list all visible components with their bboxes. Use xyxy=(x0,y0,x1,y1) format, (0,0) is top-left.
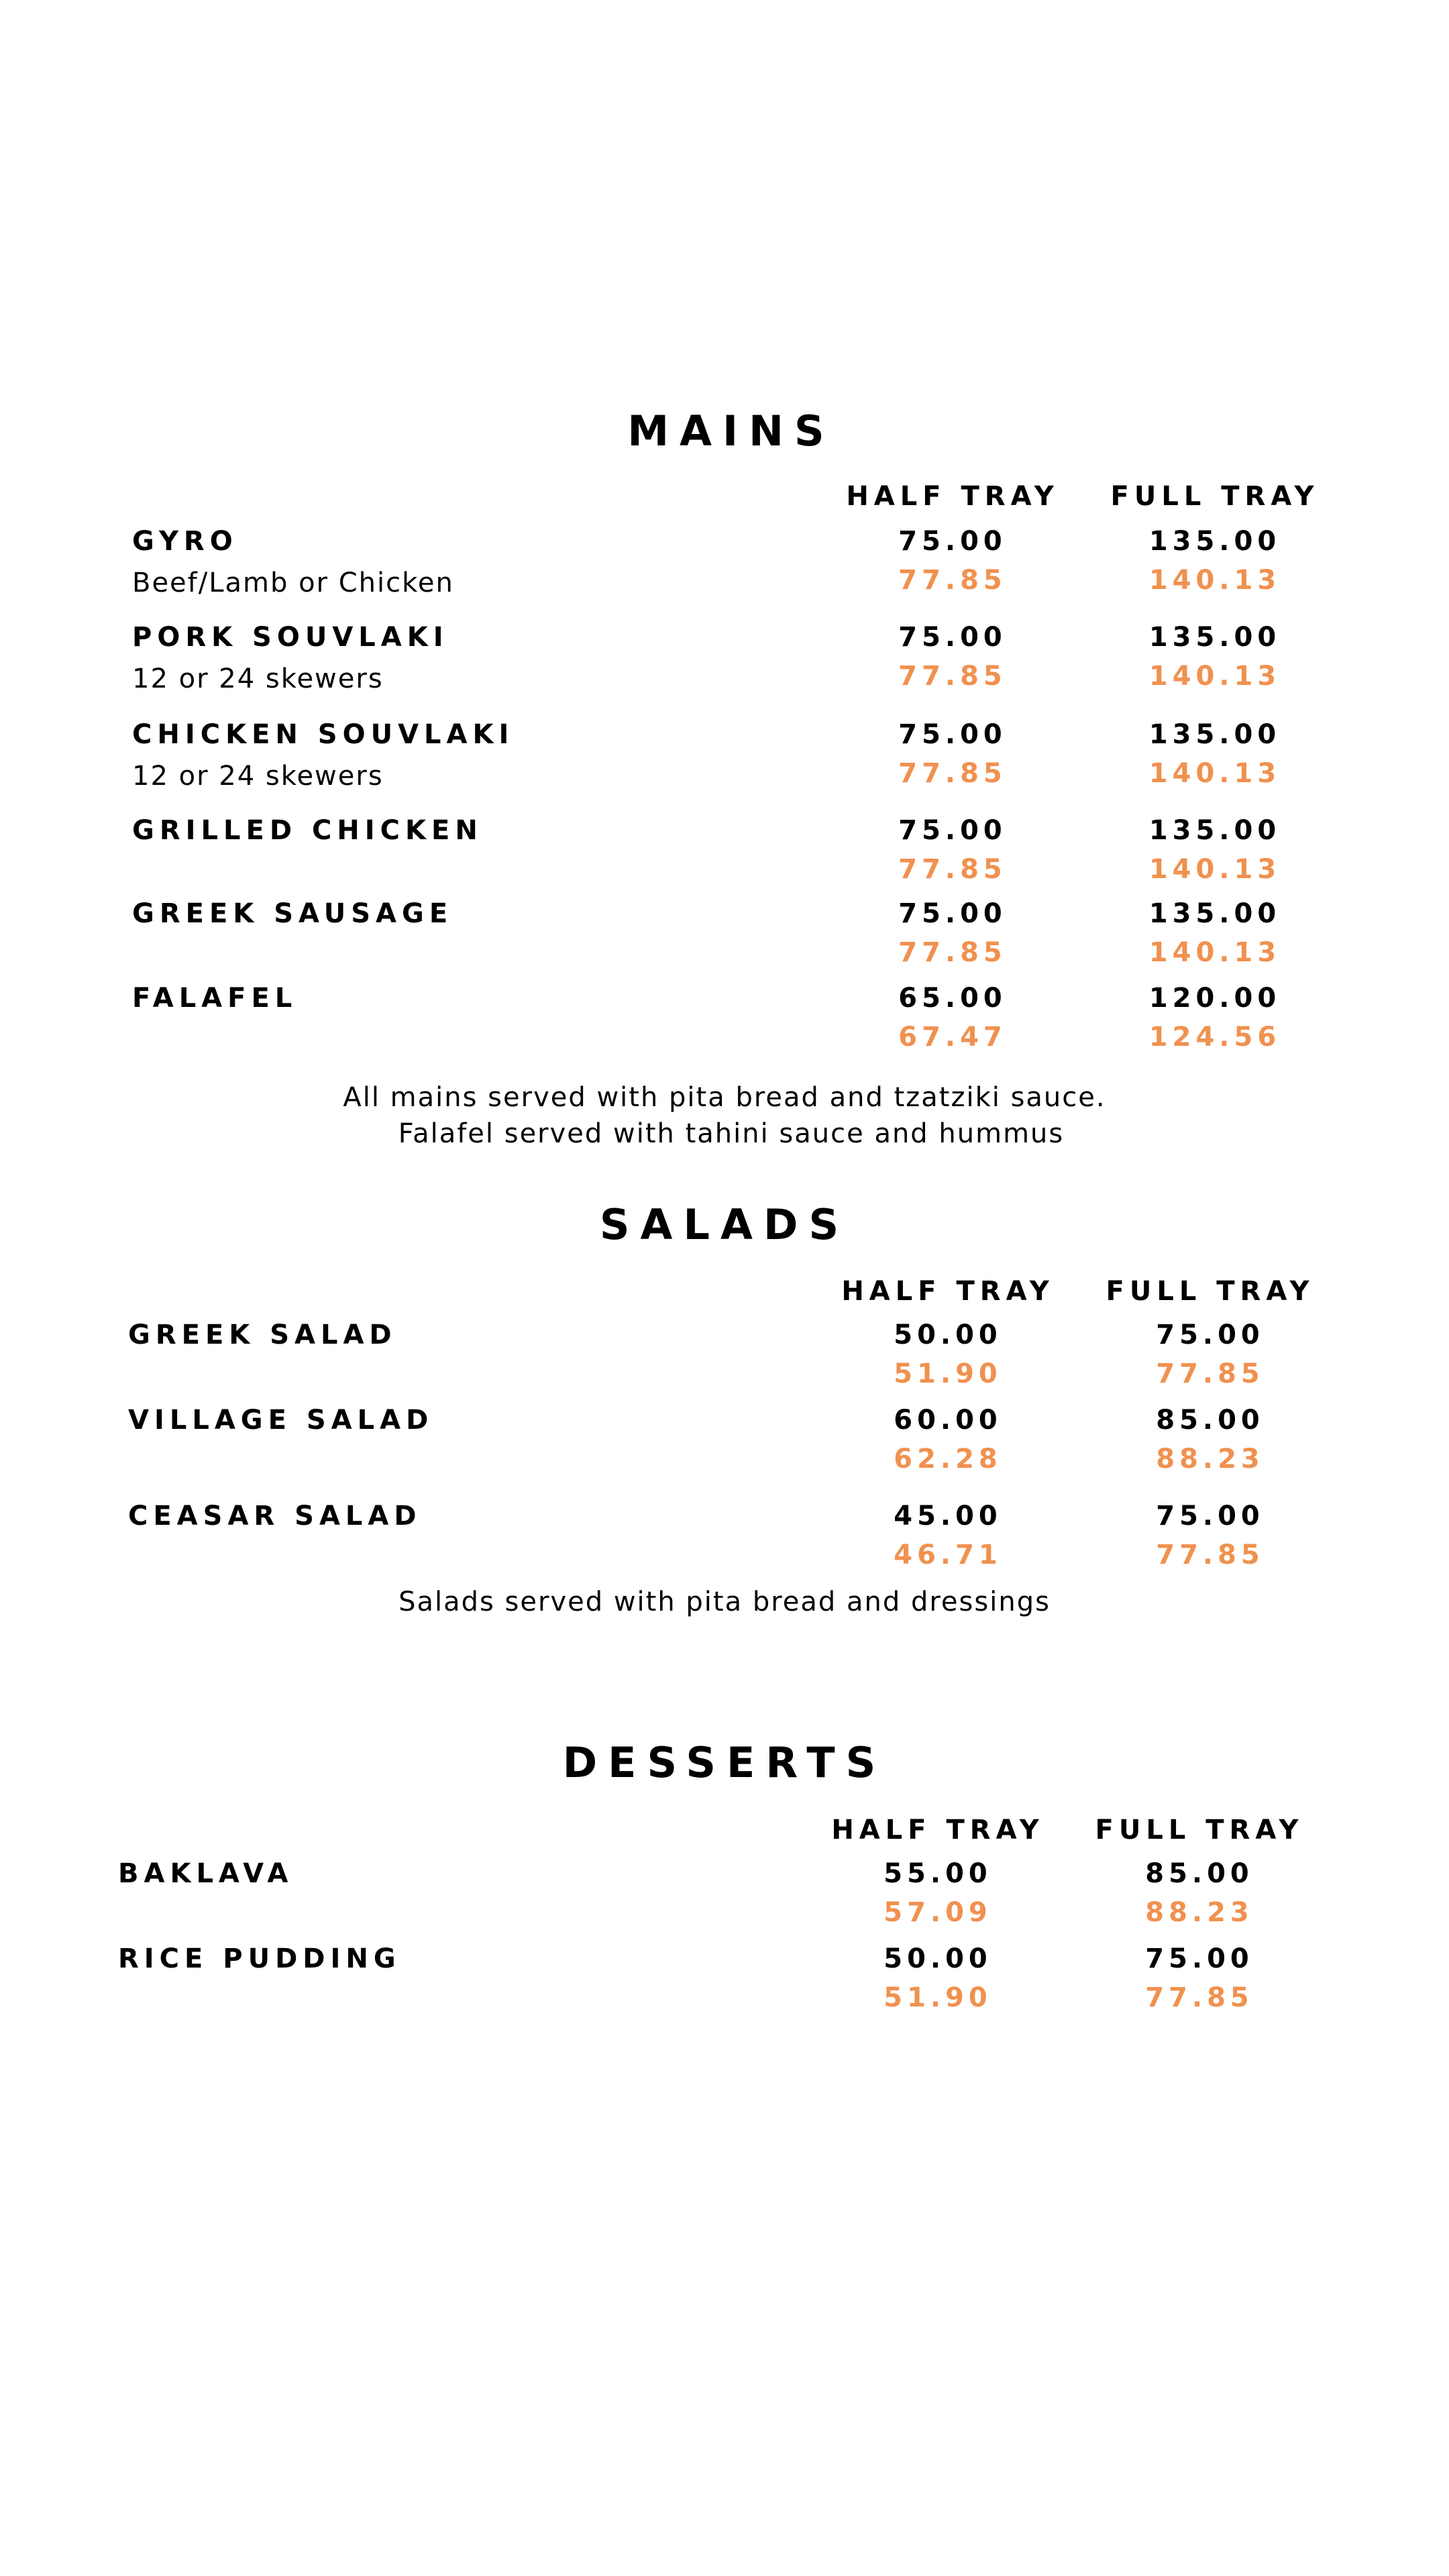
full-tray-alt-price: 77.85 xyxy=(1156,1358,1265,1389)
half-tray-price: 50.00 xyxy=(894,1320,1002,1350)
mains-title: MAINS xyxy=(627,407,835,455)
item-name: GRILLED CHICKEN xyxy=(132,815,483,846)
half-tray-price: 75.00 xyxy=(898,898,1007,929)
salads-note: Salads served with pita bread and dressings xyxy=(398,1587,1051,1617)
half-tray-price: 75.00 xyxy=(898,719,1007,750)
full-tray-price: 75.00 xyxy=(1156,1501,1265,1532)
full-tray-alt-price: 88.23 xyxy=(1145,1897,1254,1928)
half-tray-price: 50.00 xyxy=(883,1943,992,1974)
item-name: FALAFEL xyxy=(132,983,298,1014)
full-tray-price: 75.00 xyxy=(1145,1943,1254,1974)
salads-half-tray-header: HALF TRAY xyxy=(841,1276,1055,1307)
item-name: GYRO xyxy=(132,526,238,557)
mains-full-tray-header: FULL TRAY xyxy=(1110,481,1320,512)
full-tray-price: 120.00 xyxy=(1148,983,1281,1014)
mains-note-falafel: Falafel served with tahini sauce and hummus xyxy=(398,1118,1065,1149)
half-tray-price: 75.00 xyxy=(898,622,1007,653)
item-name: PORK SOUVLAKI xyxy=(132,622,449,653)
half-tray-price: 75.00 xyxy=(898,526,1007,557)
full-tray-price: 135.00 xyxy=(1148,898,1281,929)
full-tray-alt-price: 140.13 xyxy=(1148,661,1281,692)
item-name: CHICKEN SOUVLAKI xyxy=(132,719,515,750)
item-name: GREEK SALAD xyxy=(128,1320,397,1350)
half-tray-alt-price: 77.85 xyxy=(898,565,1007,596)
full-tray-price: 135.00 xyxy=(1148,719,1281,750)
half-tray-price: 55.00 xyxy=(883,1858,992,1889)
full-tray-price: 135.00 xyxy=(1148,526,1281,557)
half-tray-alt-price: 77.85 xyxy=(898,661,1007,692)
half-tray-price: 65.00 xyxy=(898,983,1007,1014)
desserts-full-tray-header: FULL TRAY xyxy=(1095,1815,1304,1845)
full-tray-alt-price: 140.13 xyxy=(1148,565,1281,596)
salads-full-tray-header: FULL TRAY xyxy=(1106,1276,1315,1307)
half-tray-price: 45.00 xyxy=(894,1501,1002,1532)
item-description: 12 or 24 skewers xyxy=(132,761,384,792)
half-tray-price: 60.00 xyxy=(894,1405,1002,1436)
desserts-half-tray-header: HALF TRAY xyxy=(831,1815,1044,1845)
full-tray-alt-price: 140.13 xyxy=(1148,854,1281,885)
item-description: 12 or 24 skewers xyxy=(132,663,384,694)
mains-note: All mains served with pita bread and tzatziki sauce. xyxy=(343,1082,1106,1113)
item-name: VILLAGE SALAD xyxy=(128,1405,434,1436)
item-name: CEASAR SALAD xyxy=(128,1501,422,1532)
desserts-title: DESSERTS xyxy=(562,1738,887,1787)
half-tray-alt-price: 77.85 xyxy=(898,937,1007,968)
half-tray-alt-price: 51.90 xyxy=(883,1982,992,2013)
mains-half-tray-header: HALF TRAY xyxy=(846,481,1059,512)
half-tray-alt-price: 46.71 xyxy=(894,1540,1002,1570)
salads-title: SALADS xyxy=(599,1200,850,1249)
full-tray-alt-price: 124.56 xyxy=(1148,1022,1281,1053)
half-tray-alt-price: 62.28 xyxy=(894,1444,1002,1474)
full-tray-price: 85.00 xyxy=(1145,1858,1254,1889)
half-tray-alt-price: 77.85 xyxy=(898,854,1007,885)
half-tray-alt-price: 51.90 xyxy=(894,1358,1002,1389)
full-tray-alt-price: 77.85 xyxy=(1145,1982,1254,2013)
half-tray-alt-price: 67.47 xyxy=(898,1022,1007,1053)
full-tray-alt-price: 140.13 xyxy=(1148,758,1281,789)
full-tray-alt-price: 88.23 xyxy=(1156,1444,1265,1474)
full-tray-price: 85.00 xyxy=(1156,1405,1265,1436)
item-name: RICE PUDDING xyxy=(118,1943,401,1974)
half-tray-alt-price: 77.85 xyxy=(898,758,1007,789)
full-tray-alt-price: 140.13 xyxy=(1148,937,1281,968)
full-tray-price: 135.00 xyxy=(1148,815,1281,846)
full-tray-alt-price: 77.85 xyxy=(1156,1540,1265,1570)
item-name: GREEK SAUSAGE xyxy=(132,898,453,929)
full-tray-price: 135.00 xyxy=(1148,622,1281,653)
item-name: BAKLAVA xyxy=(118,1858,294,1889)
half-tray-price: 75.00 xyxy=(898,815,1007,846)
half-tray-alt-price: 57.09 xyxy=(883,1897,992,1928)
item-description: Beef/Lamb or Chicken xyxy=(132,568,454,598)
full-tray-price: 75.00 xyxy=(1156,1320,1265,1350)
